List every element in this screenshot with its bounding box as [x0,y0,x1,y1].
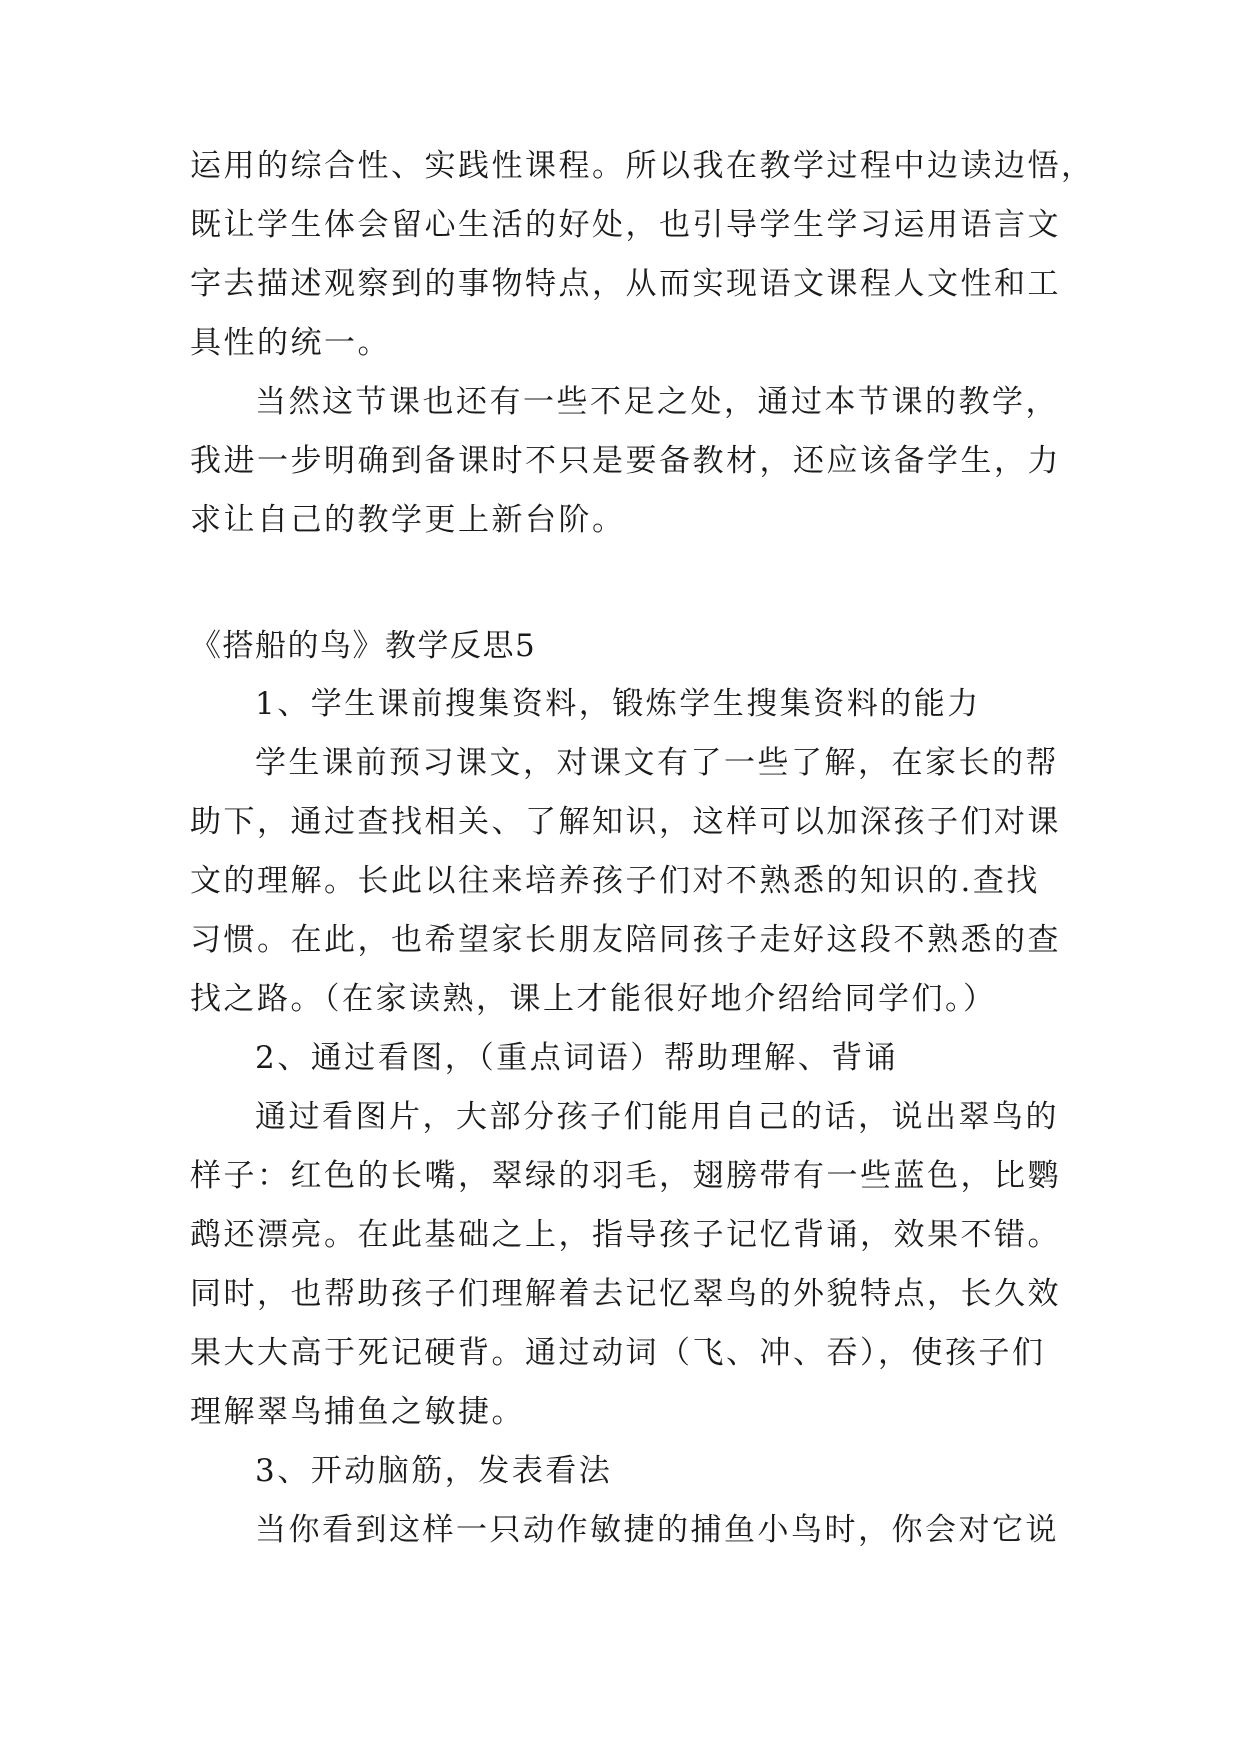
section-title: 《搭船的鸟》教学反思5 [190,628,537,664]
paragraph-line: 鹉还漂亮。在此基础之上，指导孩子记忆背诵，效果不错。 [190,1217,1061,1253]
paragraph-line: 样子：红色的长嘴，翠绿的羽毛，翅膀带有一些蓝色，比鹦 [190,1158,1061,1194]
paragraph-line: 当然这节课也还有一些不足之处，通过本节课的教学， [255,384,1059,420]
paragraph-line: 运用的综合性、实践性课程。所以我在教学过程中边读边悟， [190,148,1095,184]
paragraph-line: 当你看到这样一只动作敏捷的捕鱼小鸟时，你会对它说 [255,1512,1059,1548]
paragraph-line: 通过看图片，大部分孩子们能用自己的话，说出翠鸟的 [255,1099,1059,1135]
paragraph-line: 字去描述观察到的事物特点，从而实现语文课程人文性和工 [190,266,1061,302]
paragraph-line: 我进一步明确到备课时不只是要备教材，还应该备学生，力 [190,443,1061,479]
section-heading: 1、学生课前搜集资料，锻炼学生搜集资料的能力 [255,686,981,722]
paragraph-line: 求让自己的教学更上新台阶。 [190,502,626,538]
section-heading: 3、开动脑筋，发表看法 [255,1453,613,1489]
paragraph-line: 理解翠鸟捕鱼之敏捷。 [190,1394,525,1430]
paragraph-line: 助下，通过查找相关、了解知识，这样可以加深孩子们对课 [190,804,1061,840]
paragraph-line: 学生课前预习课文，对课文有了一些了解，在家长的帮 [255,745,1059,781]
paragraph-line: 既让学生体会留心生活的好处，也引导学生学习运用语言文 [190,207,1061,243]
paragraph-line: 文的理解。长此以往来培养孩子们对不熟悉的知识的.查找 [190,863,1040,899]
paragraph-line: 同时，也帮助孩子们理解着去记忆翠鸟的外貌特点，长久效 [190,1276,1061,1312]
paragraph-line: 习惯。在此，也希望家长朋友陪同孩子走好这段不熟悉的查 [190,922,1061,958]
section-heading: 2、通过看图，（重点词语）帮助理解、背诵 [255,1040,899,1076]
paragraph-line: 找之路。（在家读熟，课上才能很好地介绍给同学们。） [190,981,997,1017]
paragraph-line: 果大大高于死记硬背。通过动词（飞、冲、吞），使孩子们 [190,1335,1046,1371]
paragraph-line: 具性的统一。 [190,325,391,361]
